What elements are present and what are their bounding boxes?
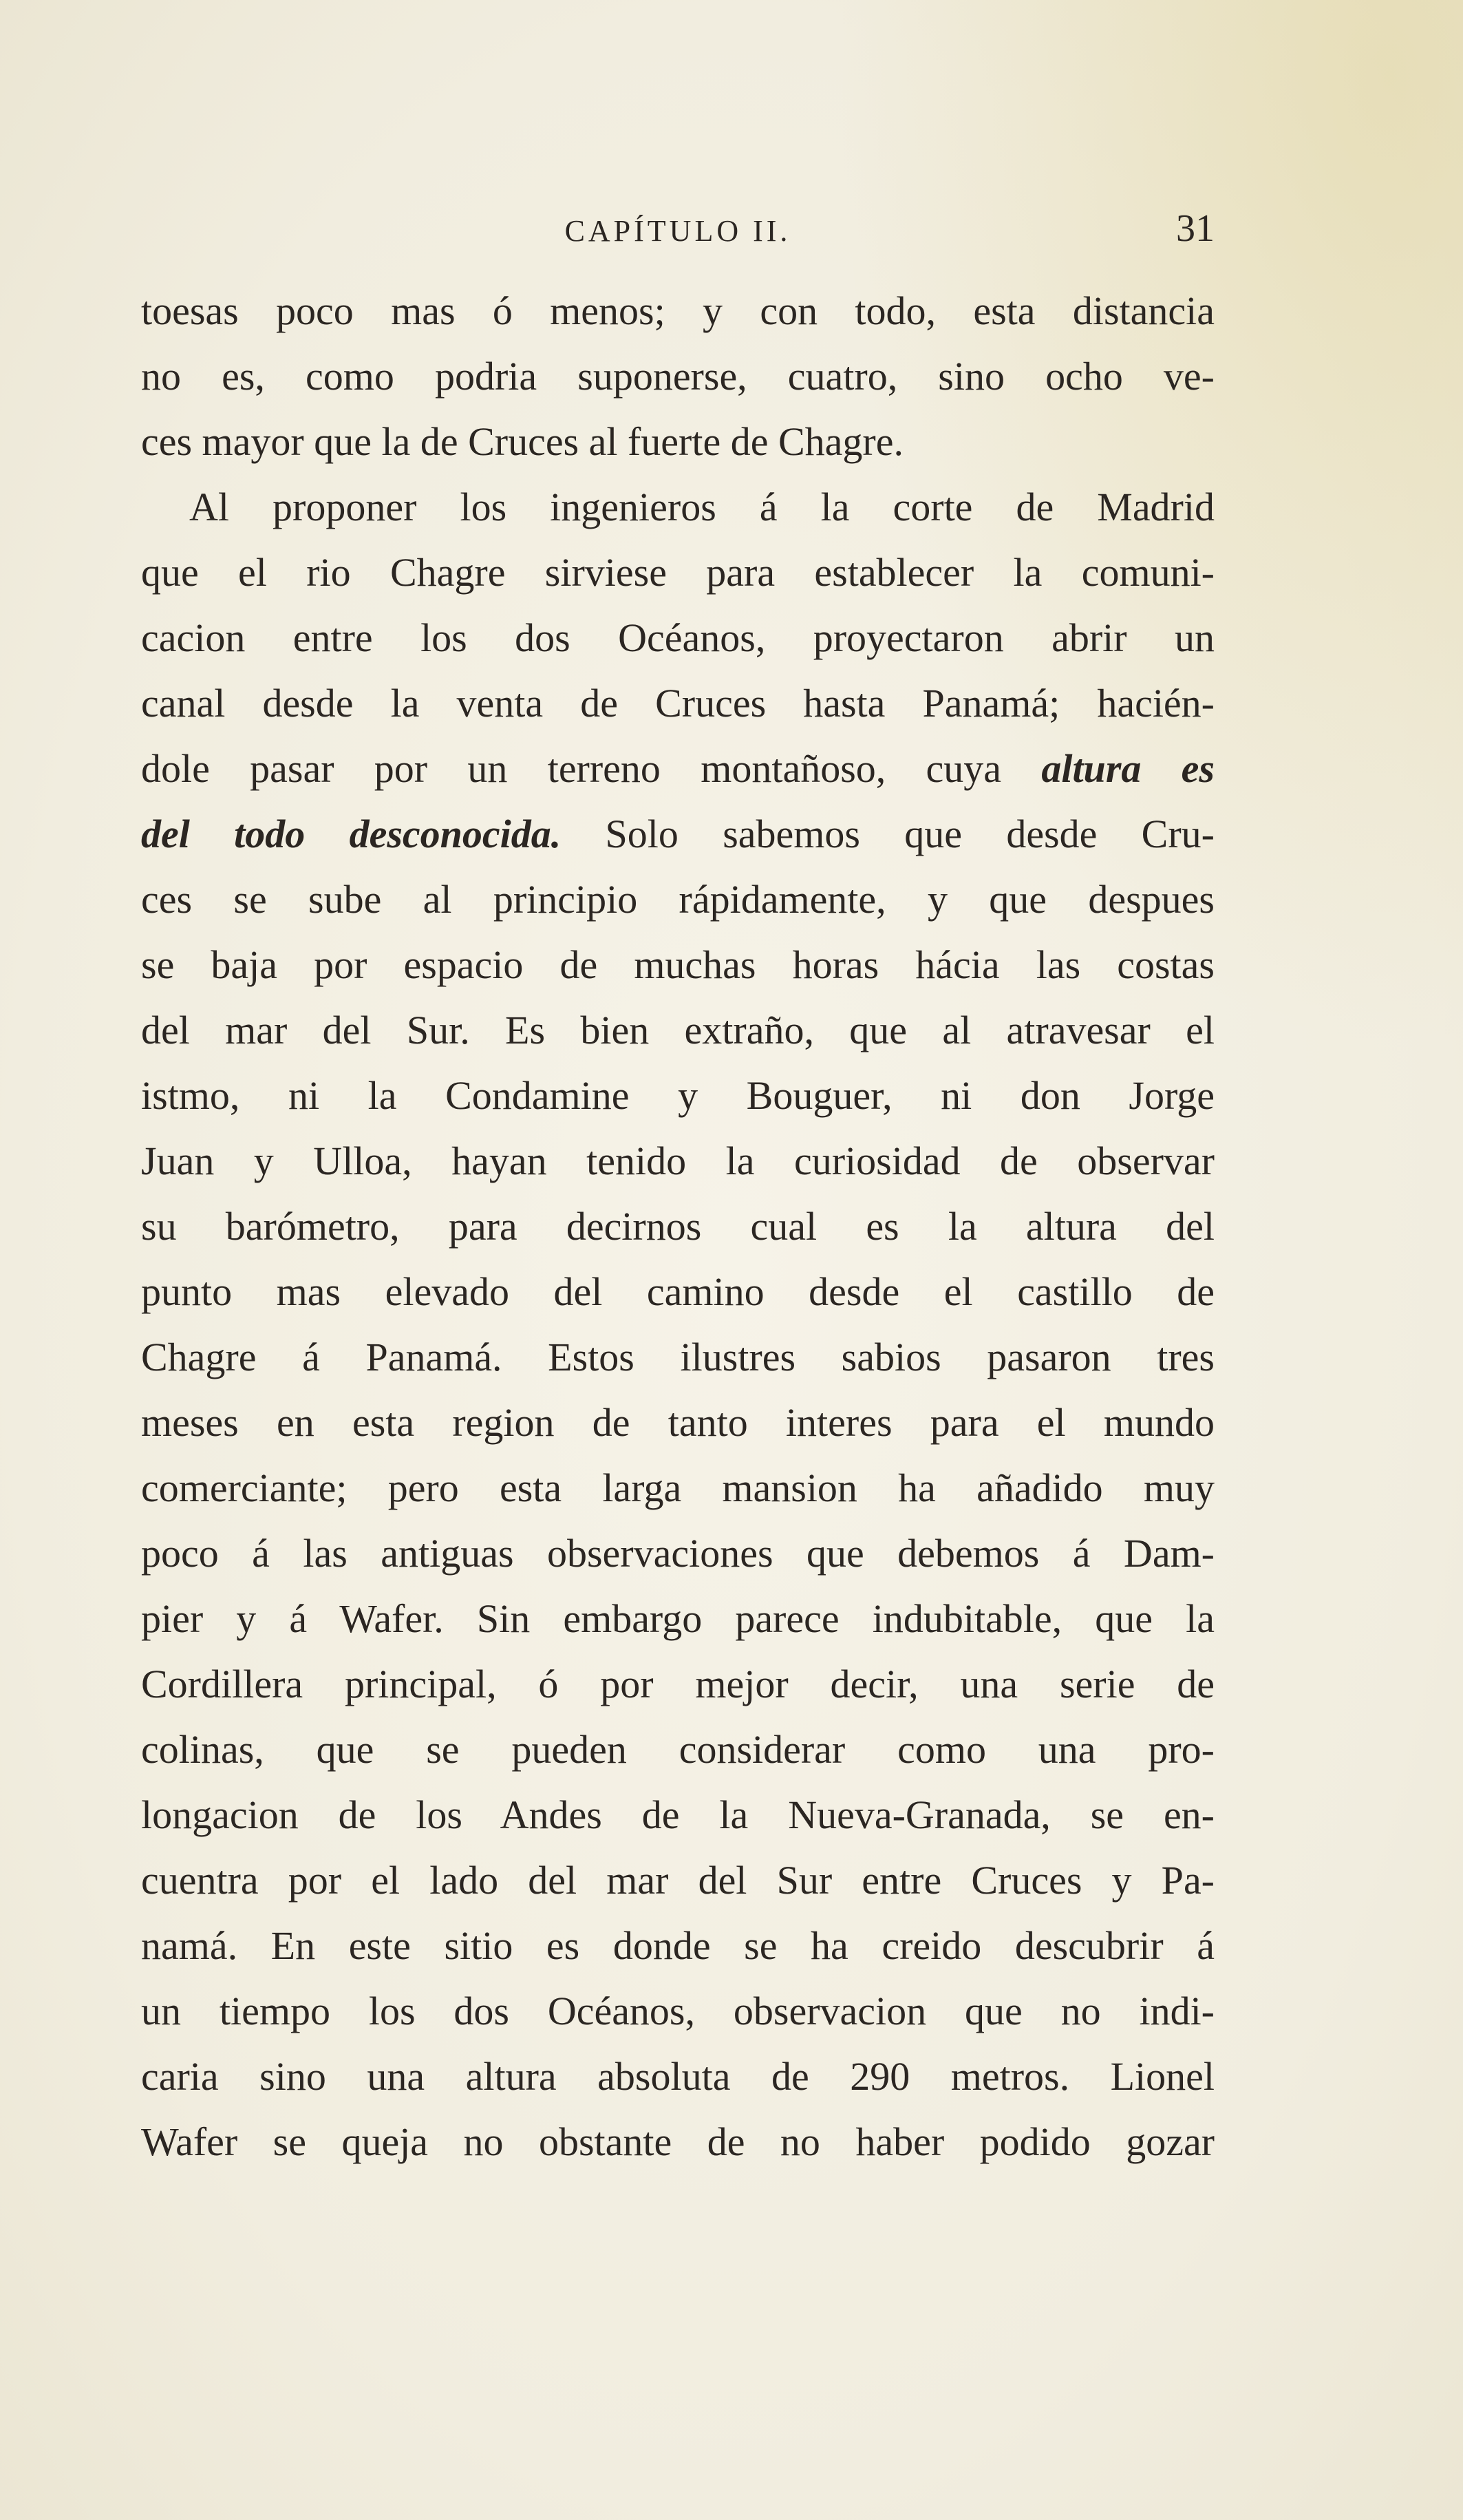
text-line: poco á las antiguas observaciones que debemos á Dam- <box>141 1531 1215 1576</box>
text-span: dole pasar por un terreno montañoso, cuya <box>141 746 1042 791</box>
text-line: un tiempo los dos Océanos, observacion que no indi- <box>141 1989 1215 2033</box>
text-line: longacion de los Andes de la Nueva-Granada, se en- <box>141 1792 1215 1837</box>
running-head: CAPÍTULO II. <box>564 214 791 248</box>
text-line: Juan y Ulloa, hayan tenido la curiosidad de observar <box>141 1139 1215 1183</box>
text-line: cuentra por el lado del mar del Sur entre Cruces y Pa- <box>141 1858 1215 1903</box>
text-line: meses en esta region de tanto interes para el mundo <box>141 1400 1215 1445</box>
page-number: 31 <box>1176 207 1215 250</box>
text-line: no es, como podria suponerse, cuatro, sino ocho ve- <box>141 354 1215 399</box>
text-line: caria sino una altura absoluta de 290 metros. Lionel <box>141 2054 1215 2099</box>
text-line: colinas, que se pueden considerar como una pro- <box>141 1727 1215 1772</box>
text-line: cacion entre los dos Océanos, proyectaron abrir un <box>141 615 1215 660</box>
page-header <box>141 207 1215 262</box>
text-line <box>141 736 1215 801</box>
text-line: Cordillera principal, ó por mejor decir, una serie de <box>141 1662 1215 1706</box>
text-line: ces se sube al principio rápidamente, y que despues <box>141 877 1215 922</box>
text-line: ces mayor que la de Cruces al fuerte de Chagre. <box>141 419 904 464</box>
text-line: se baja por espacio de muchas horas hácia las costas <box>141 942 1215 987</box>
text-line: punto mas elevado del camino desde el castillo de <box>141 1269 1215 1314</box>
text-line: istmo, ni la Condamine y Bouguer, ni don Jorge <box>141 1073 1215 1118</box>
text-line: comerciante; pero esta larga mansion ha añadido muy <box>141 1465 1215 1510</box>
text-line: su barómetro, para decirnos cual es la altura del <box>141 1204 1215 1249</box>
text-line: del mar del Sur. Es bien extraño, que al atravesar el <box>141 1008 1215 1052</box>
text-line: namá. En este sitio es donde se ha creido descubrir á <box>141 1923 1215 1968</box>
text-span: Solo sabemos que desde Cru- <box>561 812 1215 856</box>
body-text <box>141 278 1215 2174</box>
text-line: que el rio Chagre sirviese para establecer la comuni- <box>141 550 1215 595</box>
text-line <box>141 801 1215 867</box>
text-line: canal desde la venta de Cruces hasta Panamá; hacién- <box>141 681 1215 726</box>
text-line: toesas poco mas ó menos; y con todo, esta distancia <box>141 288 1215 333</box>
text-line: Wafer se queja no obstante de no haber podido gozar <box>141 2119 1215 2164</box>
emphasized-text: altura es <box>1041 746 1215 791</box>
emphasized-text: del todo desconocida. <box>141 812 562 856</box>
text-line: pier y á Wafer. Sin embargo parece indubitable, que la <box>141 1596 1215 1641</box>
text-line: Chagre á Panamá. Estos ilustres sabios pasaron tres <box>141 1335 1215 1379</box>
paragraph-first-line: Al proponer los ingenieros á la corte de Madrid <box>189 485 1215 529</box>
